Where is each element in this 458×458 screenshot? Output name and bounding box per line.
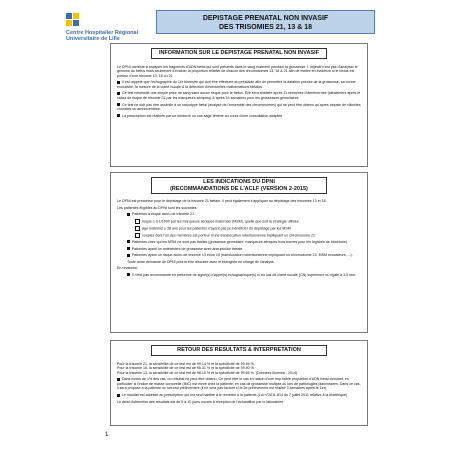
bullet-square-icon <box>117 92 120 95</box>
section-indications-title <box>151 177 327 194</box>
bullet-item: Ce test ne doit pas être assimilé à un caryotype fœtal (analyse de l'ensemble des chromosomes) qui ne peut être obtenu qu'après biopsie de villosités choriales ou amniocentèse. <box>117 102 361 112</box>
bullet-item: Ce test nécessite une simple prise de sang sans aucun risque pour le fœtus. Elle sera réalisée après 11 semaines d'aménorrhée (idéalement après le calcul de risque de trisomie 21 par les marqueurs sériques) & après 14 semaines pour les grossesses gémellaires. <box>117 91 361 101</box>
indication-subitem: risque ≥ à 1/1000 par les marqueurs sériques maternels (MSM), quelle que soit la stratégie utilisée <box>117 219 361 224</box>
section-indications-title-line-2: (RECOMMANDATIONS DE L'ACLF (VERSION 2-2015) <box>170 185 308 192</box>
indication-item: Patientes chez qui les MSM ne sont pas fiables (grossesse gémellaire, marqueurs sériques hors bornes pour les logiciels de biochimie) <box>117 240 361 245</box>
logo-line-2: Universitaire de Lille <box>66 36 120 42</box>
bullet-square-icon <box>127 273 130 276</box>
indication-item: Patientes à risque accru de trisomie 21 : <box>117 212 361 217</box>
chru-lille-logo <box>66 13 146 43</box>
bullet-box-icon <box>135 233 140 238</box>
bullet-square-icon <box>127 254 130 257</box>
bullet-box-icon <box>135 226 140 231</box>
indication-subitem: couples dont l'un des membres est porteur d'une translocation robertsonienne impliquant un chromosome 21. <box>117 233 361 238</box>
indication-item: il n'est pas recommandé en présence de signe(s) d'appel(s) échographique(s) ni en cas de clarté nucale (CN) supérieure ou égale à 3,5 mm. <box>117 273 361 278</box>
bullet-square-icon <box>117 103 120 106</box>
section-results-title: RETOUR DES RESULTATS & INTERPRETATION <box>151 345 327 356</box>
results-delay: Le délai d'obtention des résultats est de 5 à 10 jours ouvrés à réception de l'échantillon par le laboratoire <box>117 399 284 404</box>
document-title <box>156 10 375 34</box>
bullet-square-icon <box>117 81 120 84</box>
bullet-square-icon <box>117 114 120 117</box>
bullet-square-icon <box>127 240 130 243</box>
indication-item: Patientes ayant un antécédent de grossesse avec aneuploïdie fœtale. <box>117 247 361 252</box>
other-requests-note: Toute autre demande de DPNI pourra être discutée avec le biologiste en charge de l'analyse. <box>127 259 275 264</box>
section-indications-title-line-1: LES INDICATIONS DU DPNI <box>203 179 275 185</box>
title-line-2: DES TRISOMIES 21, 13 & 18 <box>219 24 312 31</box>
bullet-square-icon <box>117 378 120 381</box>
bullet-square-icon <box>127 213 130 216</box>
bullet-square-icon <box>127 247 130 250</box>
section-information <box>110 43 368 167</box>
bullet-item: Il est rappelé que l'échographie du 1er trimestre qui doit être effectuée au préalable afin de permettre la datation précise de la grossesse, sa bonne évolutivité, la mesure de la clarté nucale & la détection d'éventuelles malformations fœtales. <box>117 80 356 89</box>
indication-subitem: âge maternel ≥ 38 ans pour les patientes n'ayant pas pu bénéficier du dépistage par les MSM <box>117 226 361 231</box>
sensitivity-trisomy-21: Pour la trisomie 21, la sensibilité de ce test est de 99.14 % et la spécificité de 99.94 %. <box>117 361 255 366</box>
logo-line-1: Centre Hospitalier Régional <box>66 30 139 36</box>
bullet-square-icon <box>117 394 120 397</box>
section-information-intro: Le DPNI consiste à analyser les fragments d'ADN fœtal qui sont présents dans le sang maternel pendant la grossesse. L'objectif n'est pas d'analyser le génome du fœtus mais seulement d'évaluer la proportion relative de chacun des chromosomes 13, 18 & 21 afin de mettre en évidence si le fœtus est porteur d'une trisomie 13, 18 ou 21. <box>117 64 358 78</box>
bullet-box-icon <box>135 219 140 224</box>
logo-mark-icon <box>66 13 80 27</box>
section-indications <box>110 172 368 333</box>
bullet-item: Le résultat est adressé au prescripteur qui est seul habilité à le remettre à la patiente (Loi n°2011-814 du 7 juillet 2011 relative à la bioéthique) <box>117 393 361 398</box>
sensitivity-trisomy-13: Pour la trisomie 13, la sensibilité de ce test est de 98.15 % et la spécificité de 99.65 %. (Données Illumina - 2014) <box>117 370 298 375</box>
indication-item: Patientes ayant un risque accru de trisomie 13 et/ou 18 (translocation robertsonienne impliquant un chromosome 13, MSM évocateurs, ...). <box>117 253 361 258</box>
however-label: En revanche, <box>117 266 139 271</box>
section-results <box>110 340 368 426</box>
bullet-item: Dans moins de 1% des cas, un résultat ne peut être obtenu. Ce peut être le cas en raison d'une trop faible proportion d'ADN fœtal circulant, en particulier si l'indice de masse corporelle (IMC) est élevé chez la patiente, en cas de grossesse multiple ou lors de pathologies placentaires. Dans ce cas, il sera proposé à la patiente un second prélèvement (il ne sera pas facturé si le 2e prélèvement est réalisé 3 semaines après le 1er). <box>117 377 361 391</box>
indications-intro: Le DPNI est préconisé pour le dépistage de la trisomie 21 fœtale. Il peut également s'appliquer au dépistage des trisomies 13 et 18. <box>117 199 327 203</box>
eligible-patients-label: Les patientes éligibles au DPNI sont les suivantes : <box>117 205 199 210</box>
sensitivity-trisomy-18: Pour la trisomie 18, la sensibilité de ce test est de 96.31 % et la spécificité de 99.90 %. <box>117 366 255 371</box>
bullet-item: La prescription est réalisée par un médecin ou une sage-femme au cours d'une consultation adaptée <box>117 114 361 119</box>
title-line-1: DEPISTAGE PRENATAL NON INVASIF <box>202 15 329 22</box>
page-number: 1 <box>105 432 109 438</box>
section-information-title: INFORMATION SUR LE DEPISTAGE PRENATAL NON INVASIF <box>151 48 327 59</box>
